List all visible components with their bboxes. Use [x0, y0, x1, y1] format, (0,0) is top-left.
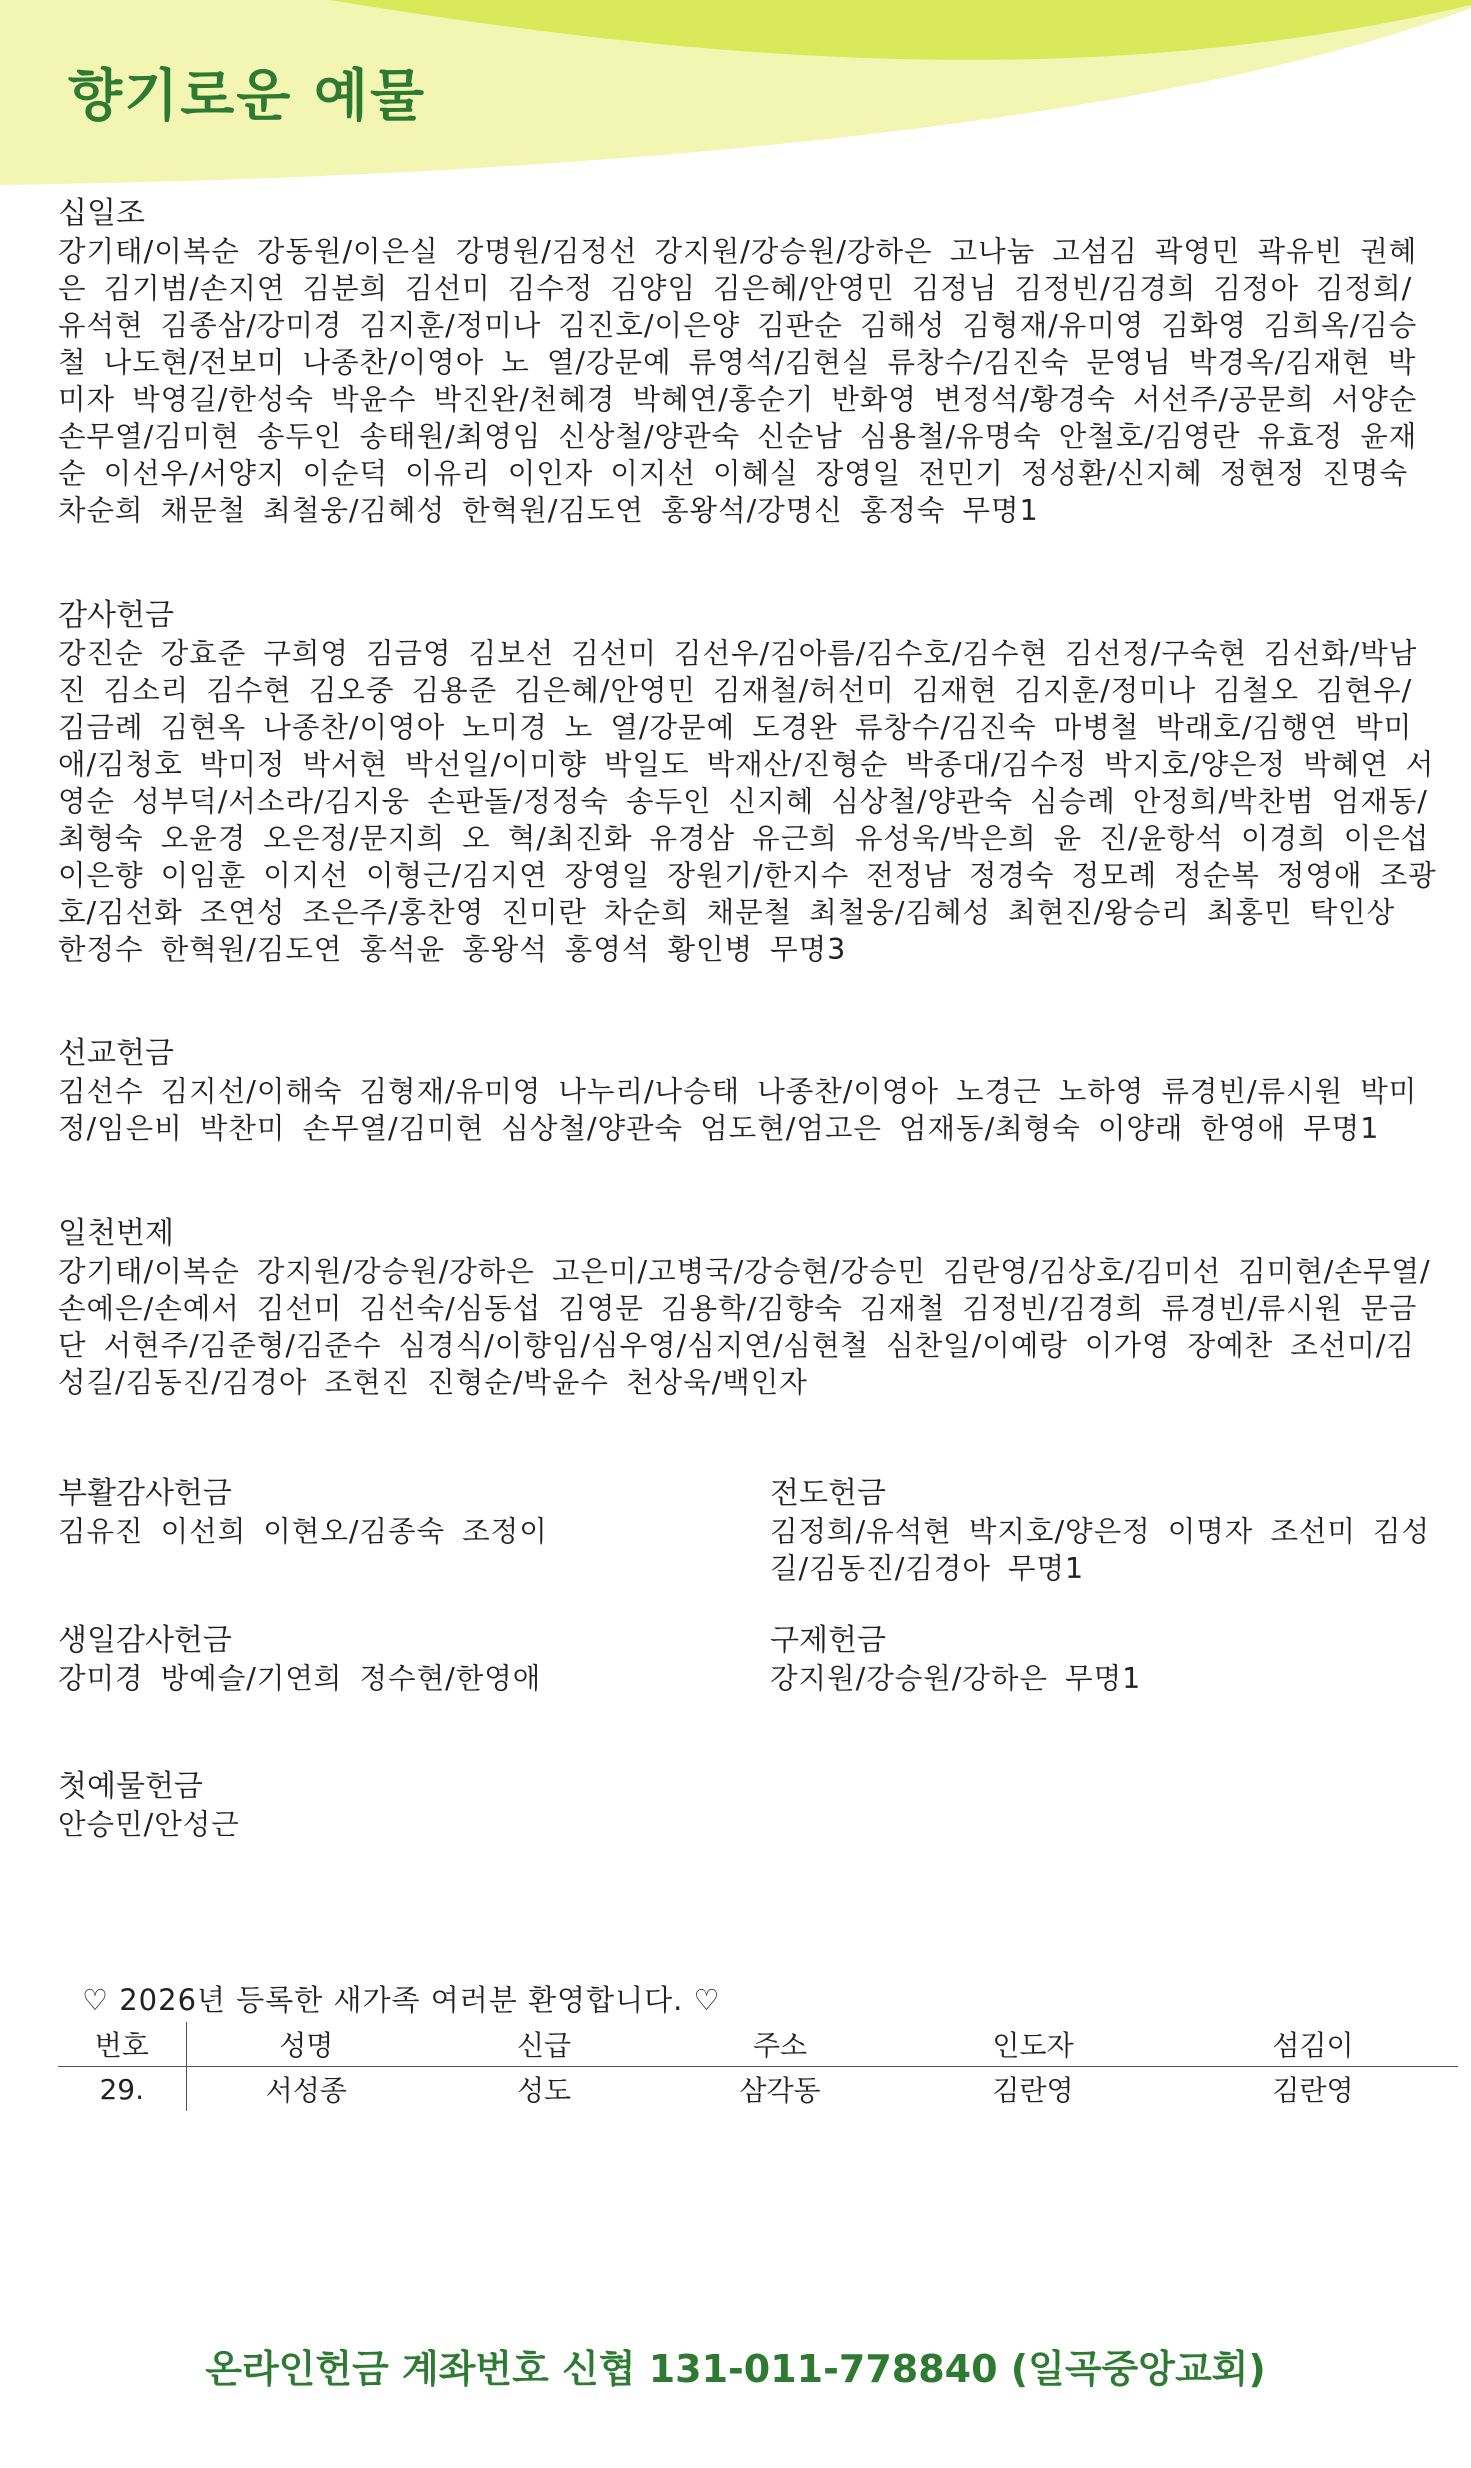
- section-title: 구제헌금: [770, 1623, 886, 1658]
- section-title: 전도헌금: [770, 1476, 886, 1511]
- header-name: 성명: [186, 2022, 426, 2067]
- cell-address: 삼각동: [739, 2074, 821, 2107]
- section-title: 선교헌금: [58, 1036, 174, 1071]
- section-relief: [770, 1622, 1450, 1697]
- table-header-row: [58, 2022, 1458, 2067]
- newcomer-table: [58, 2022, 1458, 2111]
- cell-no: 29.: [58, 2067, 186, 2112]
- header-caretaker: 섬김이: [1168, 2022, 1458, 2067]
- header-grade: 신급: [426, 2022, 662, 2067]
- section-birthday: [58, 1622, 738, 1697]
- section-names: 김유진 이선희 이현오/김종숙 조정이: [58, 1515, 548, 1548]
- header-address: 주소: [662, 2022, 898, 2067]
- cell-name: 서성종: [265, 2074, 347, 2107]
- section-thousand: [58, 1215, 1438, 1401]
- section-mission: [58, 1035, 1438, 1147]
- section-names: 강미경 방예슬/기연희 정수현/한영애: [58, 1662, 542, 1695]
- page-title: 향기로운 예물: [68, 64, 427, 129]
- online-offering-account: 온라인헌금 계좌번호 신협 131-011-778840 (일곡중앙교회): [205, 2347, 1266, 2391]
- section-easter: [58, 1475, 738, 1550]
- section-names: 김정희/유석현 박지호/양은정 이명자 조선미 김성길/김동진/김경아 무명1: [770, 1515, 1431, 1585]
- section-evangelism: [770, 1475, 1450, 1587]
- section-names: 강진순 강효준 구희영 김금영 김보선 김선미 김선우/김아름/김수호/김수현 김선정/구숙현 김선화/박남진 김소리 김수현 김오중 김용준 김은혜/안영민 김재철/허선미 김재현 김지훈/정미나 김철오 김현우/김금례 김현옥 나종찬/이영아 노미경 노 열/강문예 도경완 류창수/김진숙 마병철 박래호/김행연 박미애/김청호 박미정 박서현 박선일/이미향 박일도 박재산/진형순 박종대/김수정 박지호/양은정 박혜연 서영순 성부덕/서소라/김지웅 손판돌/정정숙 송두인 신지혜 심상철/양관숙 심승례 안정희/박찬범 엄재동/최형숙 오윤경 오은정/문지희 오 혁/최진화 유경삼 유근희 유성욱/박은희 윤 진/윤항석 이경희 이은섭 이은향 이임훈 이지선 이형근/김지연 장영일 장원기/한지수 전정남 정경숙 정모례 정순복 정영애 조광호/김선화 조연성 조은주/홍찬영 진미란 차순희 채문철 최철웅/김혜성 최현진/왕승리 최홍민 탁인상 한정수 한혁원/김도연 홍석윤 홍왕석 홍영석 황인병 무명3: [58, 637, 1437, 966]
- section-names: 강기태/이복순 강동원/이은실 강명원/김정선 강지원/강승원/강하은 고나눔 고섬김 곽영민 곽유빈 권혜은 김기범/손지연 김분희 김선미 김수정 김양임 김은혜/안영민 김정님 김정빈/김경희 김정아 김정희/유석현 김종삼/강미경 김지훈/정미나 김진호/이은양 김판순 김해성 김형재/유미영 김화영 김희옥/김승철 나도현/전보미 나종찬/이영아 노 열/강문예 류영석/김현실 류창수/김진숙 문영님 박경옥/김재현 박미자 박영길/한성숙 박윤수 박진완/천혜경 박혜연/홍순기 반화영 변정석/황경숙 서선주/공문희 서양순 손무열/김미현 송두인 송태원/최영임 신상철/양관숙 신순남 심용철/유명숙 안철호/김영란 유효정 윤재순 이선우/서양지 이순덕 이유리 이인자 이지선 이혜실 장영일 전민기 정성환/신지혜 정현정 진명숙 차순희 채문철 최철웅/김혜성 한혁원/김도연 홍왕석/강명신 홍정숙 무명1: [58, 235, 1418, 527]
- section-names: 김선수 김지선/이해숙 김형재/유미영 나누리/나승태 나종찬/이영아 노경근 노하영 류경빈/류시원 박미정/임은비 박찬미 손무열/김미현 심상철/양관숙 엄도현/엄고은 엄재동/최형숙 이양래 한영애 무명1: [58, 1075, 1418, 1145]
- section-title: 일천번제: [58, 1216, 174, 1251]
- section-title: 감사헌금: [58, 598, 174, 633]
- header-guide: 인도자: [898, 2022, 1168, 2067]
- section-first: [58, 1768, 738, 1843]
- cell-caretaker: 김란영: [1272, 2074, 1354, 2107]
- section-thanks: [58, 597, 1438, 968]
- welcome-message: ♡ 2026년 등록한 새가족 여러분 환영합니다. ♡: [82, 1983, 721, 2017]
- section-title: 십일조: [58, 196, 145, 231]
- section-names: 강지원/강승원/강하은 무명1: [770, 1662, 1142, 1695]
- cell-guide: 김란영: [992, 2074, 1074, 2107]
- section-names: 강기태/이복순 강지원/강승원/강하은 고은미/고병국/강승현/강승민 김란영/김상호/김미선 김미현/손무열/손예은/손예서 김선미 김선숙/심동섭 김영문 김용학/김향숙 김재철 김정빈/김경희 류경빈/류시원 문금단 서현주/김준형/김준수 심경식/이향임/심우영/심지연/심현철 심찬일/이예랑 이가영 장예찬 조선미/김성길/김동진/김경아 조현진 진형순/박윤수 천상욱/백인자: [58, 1255, 1431, 1399]
- section-title: 첫예물헌금: [58, 1769, 203, 1804]
- section-title: 생일감사헌금: [58, 1623, 232, 1658]
- section-tithe: [58, 195, 1438, 529]
- header-no: 번호: [58, 2022, 186, 2067]
- table-row: [58, 2067, 1458, 2112]
- cell-grade: 성도: [516, 2074, 572, 2107]
- section-names: 안승민/안성근: [58, 1808, 240, 1841]
- section-title: 부활감사헌금: [58, 1476, 232, 1511]
